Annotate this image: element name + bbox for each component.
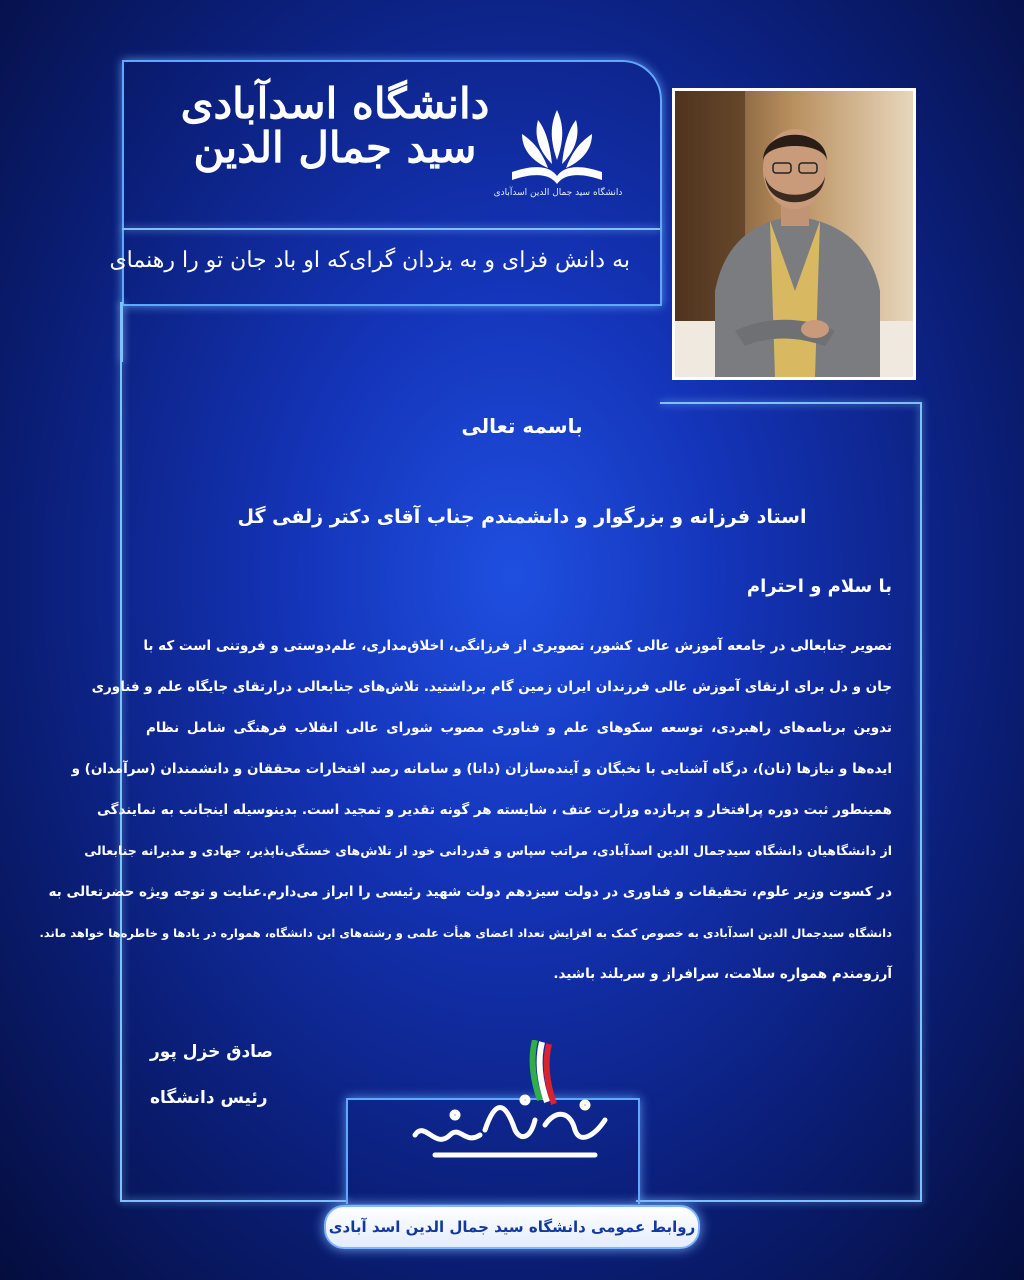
letter-body-line: جان و دل برای ارتقای آموزش عالی فرزندان ایران زمین گام برداشتید. تلاش‌های جنابعالی درارتقای جایگاه علم و فناوری [91, 679, 892, 695]
portrait-photo-icon [675, 91, 913, 377]
dana-university-emblem [395, 1040, 635, 1170]
motto-part2: که او باد جان تو را رهنمای [109, 248, 350, 273]
signer-name: صادق خزل پور [150, 1042, 273, 1062]
header-divider [122, 228, 660, 230]
body-frame-bottom-left [122, 1200, 348, 1202]
letter-title: باسمه تعالی [461, 414, 583, 438]
motto [109, 248, 630, 273]
body-frame-top [660, 402, 922, 404]
motto-part1: به دانش فزای و به یزدان گرای [349, 248, 630, 273]
footer-badge: روابط عمومی دانشگاه سید جمال الدین اسد آبادی [324, 1205, 700, 1249]
body-frame-bottom-right [636, 1200, 922, 1202]
letter-body-line: در کسوت وزیر علوم، تحقیقات و فناوری در دولت سیزدهم دولت شهید رئیسی را ابراز می‌دارم.عنایت و توجه ویژه حضرتعالی به [48, 884, 892, 900]
letter-body-line: ایده‌ها و نیازها (نان)، درگاه آشنایی با نخبگان و آینده‌سازان (دانا) و سامانه رصد افتخارات محققان و دانشمندان (سرآمدان) و [71, 761, 892, 777]
letter-body-line: دانشگاه سیدجمال الدین اسدآبادی به خصوص کمک به افزایش تعداد اعضای هیأت علمی و رشته‌های این دانشگاه، همواره در یادها و خاطره‌ها خواهد ماند. [39, 926, 892, 940]
signer-title: رئیس دانشگاه [150, 1088, 268, 1108]
university-name [170, 79, 500, 173]
letter-body-line: تصویر جنابعالی در جامعه آموزش عالی کشور، تصویری از فرزانگی، اخلاق‌مداری، علم‌دوستی و فروتنی است که با [143, 638, 892, 654]
letter-body-line: همینطور ثبت دوره پرافتخار و پربازده وزارت عتف ، شایسته هر گونه تقدیر و تمجید است. بدینوسیله اینجانب به نمایندگی [97, 802, 892, 818]
portrait-frame [672, 88, 916, 380]
letter-body-line: آرزومندم همواره سلامت، سرافراز و سربلند باشید. [553, 966, 892, 982]
university-name-line1: دانشگاه اسدآبادی [180, 79, 490, 128]
letter-body [39, 632, 892, 1001]
letter-body-line: از دانشگاهیان دانشگاه سیدجمال الدین اسدآبادی، مراتب سپاس و قدردانی خود از تلاش‌های خستگی‌ناپذیر، جهادی و مدبرانه جنابعالی [84, 843, 892, 858]
university-name-line2: سید جمال الدین [193, 123, 477, 173]
letter-body-line: تدوین برنامه‌های راهبردی، توسعه سکوهای علم و فناوری مصوب شورای عالی انقلاب فرهنگی شامل نظام [146, 720, 892, 736]
logo-caption: دانشگاه سید جمال الدین اسدآبادی [493, 188, 623, 198]
letter-greeting: با سلام و احترام [746, 576, 892, 597]
letter-recipient: استاد فرزانه و بزرگوار و دانشمندم جناب آقای دکتر زلفی گل [237, 506, 807, 528]
